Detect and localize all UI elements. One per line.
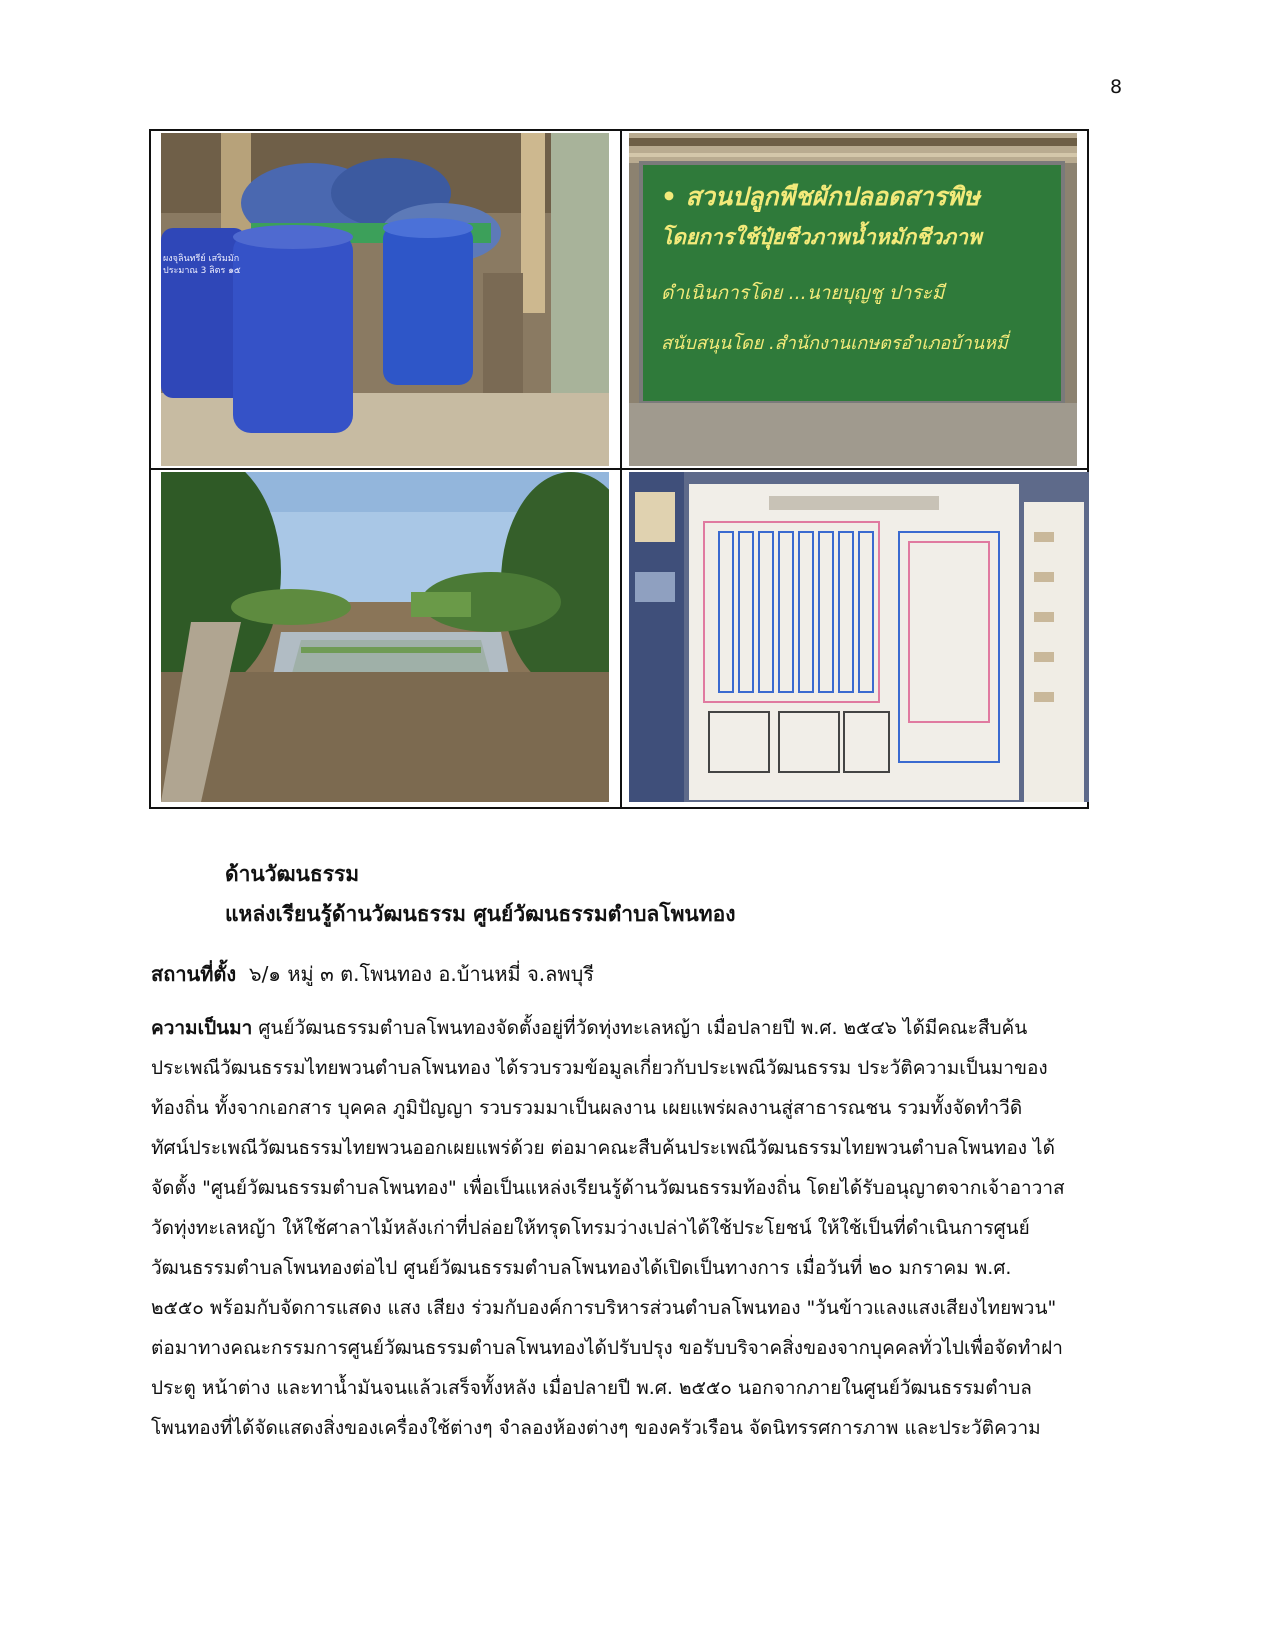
photo-grid [149, 129, 1089, 809]
paragraph-line: ทัศน์ประเพณีวัฒนธรรมไทยพวนออกเผยแพร่ด้วย ต่อมาคณะสืบค้นประเพณีวัฒนธรรมไทยพวนตำบลโพนทอง ได้ [151, 1137, 1055, 1159]
sign-line: ดำเนินการโดย ...นายบุญชู ปาระมี [661, 282, 945, 304]
paragraph-line: ประตู หน้าต่าง และทาน้ำมันจนแล้วเสร็จทั้งหลัง เมื่อปลายปี พ.ศ. ๒๕๕๐ นอกจากภายในศูนย์วัฒนธรรมตำบล [151, 1377, 1032, 1399]
sign-text [661, 177, 1051, 357]
paragraph-line: วัดทุ่งทะเลหญ้า ให้ใช้ศาลาไม้หลังเก่าที่ปล่อยให้ทรุดโทรมว่างเปล่าได้ใช้ประโยชน์ ให้ใช้เป็นที่ดำเนินการศูนย์ [151, 1217, 1030, 1239]
photo-plan-board [629, 472, 1089, 802]
location-line [151, 958, 594, 990]
sign-line: โดยการใช้ปุ๋ยชีวภาพน้ำหมักชีวภาพ [661, 225, 982, 249]
paragraph-line: ต่อมาทางคณะกรรมการศูนย์วัฒนธรรมตำบลโพนทองได้ปรับปรุง ขอรับบริจาคสิ่งของจากบุคคลทั่วไปเพื่อจัดทำฝา [151, 1337, 1063, 1359]
photo-field-pond [161, 472, 609, 802]
location-label: สถานที่ตั้ง [151, 962, 237, 986]
history-paragraph [151, 1008, 1141, 1448]
paragraph-line: ท้องถิ่น ทั้งจากเอกสาร บุคคล ภูมิปัญญา รวบรวมมาเป็นผลงาน เผยแพร่ผลงานสู่สาธารณชน รวมทั้งจัดทำวีดิ [151, 1097, 1023, 1119]
location-value: ๖/๑ หมู่ ๓ ต.โพนทอง อ.บ้านหมี่ จ.ลพบุรี [248, 962, 595, 986]
sign-line: • สวนปลูกพืชผักปลอดสารพิษ [661, 182, 980, 211]
barrel-label: ผงจุลินทรีย์ เสริมมัก ประมาณ 3 ลิตร ๑๕ [163, 254, 241, 276]
section-subtitle: แหล่งเรียนรู้ด้านวัฒนธรรม ศูนย์วัฒนธรรมตำบลโพนทอง [225, 902, 736, 926]
section-title: ด้านวัฒนธรรม [225, 862, 360, 886]
paragraph-line: จัดตั้ง "ศูนย์วัฒนธรรมตำบลโพนทอง" เพื่อเป็นแหล่งเรียนรู้ด้านวัฒนธรรมท้องถิ่น โดยได้รับอนุญาตจากเจ้าอาวาส [151, 1177, 1065, 1199]
grid-divider [151, 468, 1087, 470]
paragraph-line: ๒๕๕๐ พร้อมกับจัดการแสดง แสง เสียง ร่วมกับองค์การบริหารส่วนตำบลโพนทอง "วันข้าวแลงแสงเสียงไทยพวน" [151, 1297, 1057, 1319]
photo-barrels [161, 133, 609, 466]
photo-sign [629, 133, 1077, 466]
paragraph-line: โพนทองที่ได้จัดแสดงสิ่งของเครื่องใช้ต่างๆ จำลองห้องต่างๆ ของครัวเรือน จัดนิทรรศการภาพ และประวัติความ [151, 1417, 1041, 1439]
sign-line: สนับสนุนโดย .สำนักงานเกษตรอำเภอบ้านหมี่ [661, 333, 1008, 354]
paragraph-line: วัฒนธรรมตำบลโพนทองต่อไป ศูนย์วัฒนธรรมตำบลโพนทองได้เปิดเป็นทางการ เมื่อวันที่ ๒๐ มกราคม พ.ศ. [151, 1257, 1012, 1279]
page-number: 8 [1110, 76, 1123, 98]
paragraph-line: ประเพณีวัฒนธรรมไทยพวนตำบลโพนทอง ได้รวบรวมข้อมูลเกี่ยวกับประเพณีวัฒนธรรม ประวัติความเป็นมาของ [151, 1057, 1048, 1079]
paragraph-line: ความเป็นมา ศูนย์วัฒนธรรมตำบลโพนทองจัดตั้งอยู่ที่วัดทุ่งทะเลหญ้า เมื่อปลายปี พ.ศ. ๒๕๔๖ ได้มีคณะสืบค้น [151, 1017, 1028, 1039]
history-label: ความเป็นมา [151, 1017, 253, 1039]
